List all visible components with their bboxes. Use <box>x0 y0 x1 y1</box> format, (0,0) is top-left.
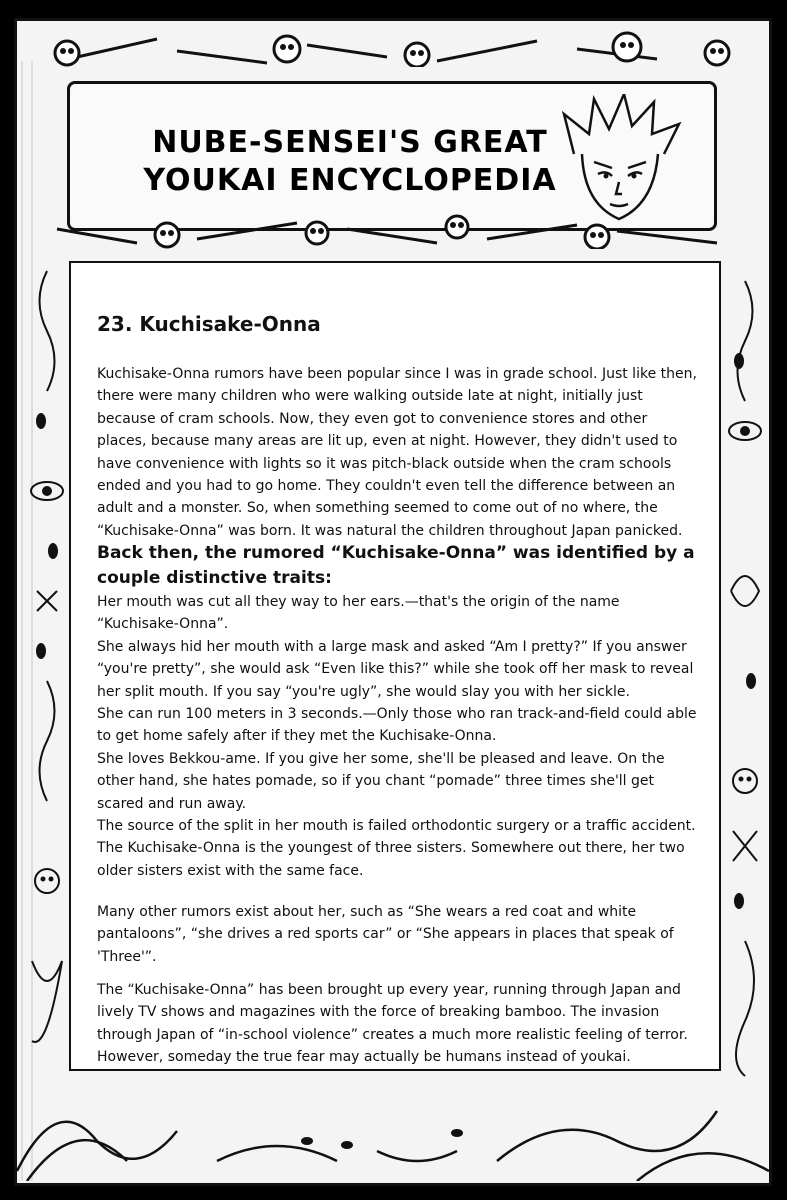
youkai-border-right <box>723 261 767 1081</box>
trait-item: The source of the split in her mouth is failed orthodontic surgery or a traffic accident. <box>97 818 696 835</box>
trait-item: She can run 100 meters in 3 seconds.—Only those who ran track-and-field could able to get home safely after if they met the Kuchisake-Onna. <box>97 706 697 745</box>
title-line-2: YOUKAI ENCYCLOPEDIA <box>143 163 557 198</box>
bone-border-middle <box>17 209 769 249</box>
trait-item: The Kuchisake-Onna is the youngest of three sisters. Somewhere out there, her two older sisters exist with the same face. <box>97 840 685 879</box>
traits-list <box>97 591 697 882</box>
article-title: 23. Kuchisake-Onna <box>97 312 321 336</box>
rumors-paragraph: Many other rumors exist about her, such as “She wears a red coat and white pantaloons”, “she drives a red sports car” or “She appears in places that speak of 'Three'”. <box>97 904 674 965</box>
trait-item: She always hid her mouth with a large mask and asked “Am I pretty?” If you answer “you're pretty”, she would ask “Even like this?” while she took off her mask to reveal her split mouth. If you say “you're ugly”, she would slay you with her sickle. <box>97 638 694 700</box>
intro-paragraph: Kuchisake-Onna rumors have been popular since I was in grade school. Just like then, there were many children who were walking outside late at night, initially just because of cram schools. Now, they even got to convenience stores and other places, because many areas are lit up, even at night. However, they didn't used to have convenience with lights so it was pitch-black outside when the cram schools ended and you had to go home. They couldn't even tell the difference between an adult and a monster. So, when something seemed to come out of no where, the “Kuchisake-Onna” was born. It was natural the children throughout Japan panicked. <box>97 366 697 539</box>
closing-paragraph: The “Kuchisake-Onna” has been brought up every year, running through Japan and lively TV shows and magazines with the force of breaking bamboo. The invasion through Japan of “in-school violence” creates a much more realistic feeling of terror. However, someday the true fear may actually be humans instead of youkai. <box>97 982 688 1066</box>
trait-item: She loves Bekkou-ame. If you give her some, she'll be pleased and leave. On the other hand, she hates pomade, so if you chant “pomade” three times she'll get scared and run away. <box>97 750 665 812</box>
trait-item: Her mouth was cut all they way to her ears.—that's the origin of the name “Kuchisake-Onna”. <box>97 594 620 633</box>
article-panel <box>69 261 721 1071</box>
traits-subheading: Back then, the rumored “Kuchisake-Onna” was identified by a couple distinctive traits: <box>97 543 695 588</box>
encyclopedia-page <box>14 18 772 1186</box>
page-title <box>140 124 560 200</box>
bone-border-top <box>17 27 769 67</box>
title-line-1: NUBE-SENSEI'S GREAT <box>152 125 548 160</box>
youkai-border-left <box>27 261 67 1081</box>
nube-sensei-portrait <box>554 94 684 224</box>
tentacle-border-bottom <box>17 1071 769 1181</box>
